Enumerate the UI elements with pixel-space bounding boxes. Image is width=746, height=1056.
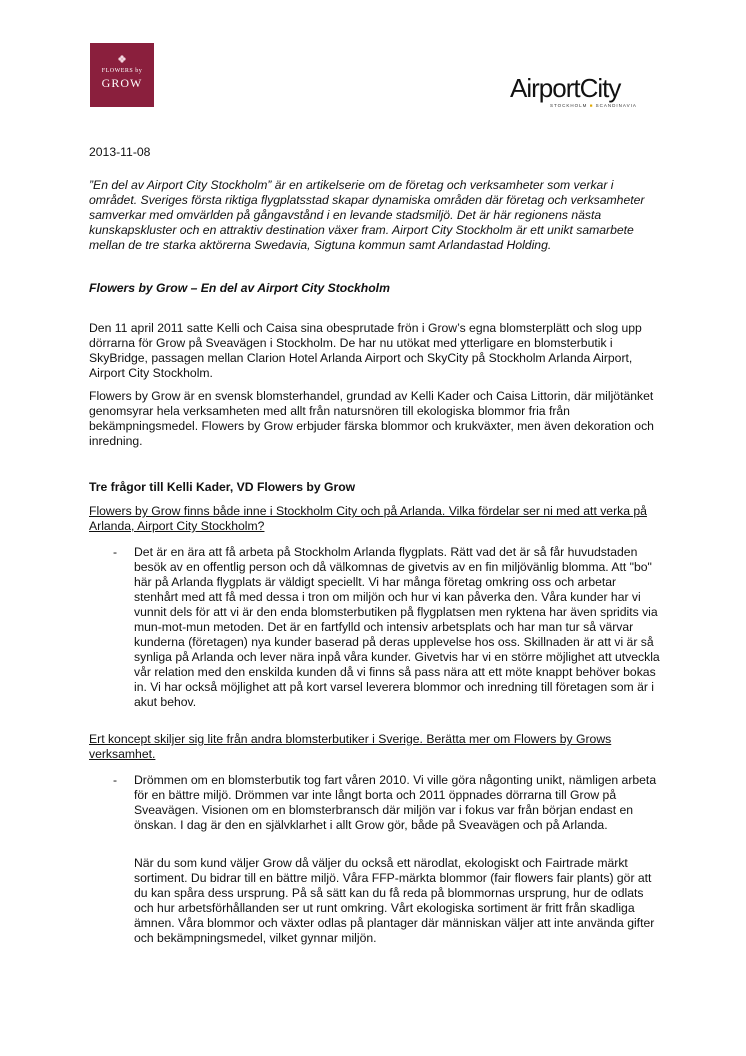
tagline-stockholm: STOCKHOLM <box>550 103 588 108</box>
answer-2-part-2: När du som kund väljer Grow då väljer du också ett närodlat, ekologiskt och Fairtrade märkt sortiment. Du bidrar till en bättre miljö. Våra FFP-märkta blommor (fair flowers fair plants) gör att du kan spåra dess ursprung. På så sätt kan du få reda på blommornas ursprung, hur de odlats och hur arbetsförhållanden ser ut runt omkring. Vårt ekologiska sortiment är fritt från skadliga ämnen. Våra blommor och växter odlas på plantager där människan väljer att inte använda gifter och bekämpningsmedel, vilket gynnar miljön. <box>134 856 655 945</box>
intro-paragraph: ”En del av Airport City Stockholm” är en artikelserie om de företag och verksamheter som verkar i området. Sveriges första riktiga flygplatsstad skapar dynamiska områden där företag och verksamheter samverkar med omvärlden på gångavstånd i en levande stadsmiljö. Det är här regionens nästa kunskapskluster och en attraktiv destination växer fram. Airport City Stockholm är ett unikt samarbete mellan de tre starka aktörerna Swedavia, Sigtuna kommun samt Arlandastad Holding. <box>89 178 645 252</box>
flower-icon <box>118 55 126 63</box>
document-date: 2013-11-08 <box>89 145 151 159</box>
question-1: Flowers by Grow finns både inne i Stockholm City och på Arlanda. Vilka fördelar ser ni med att verka på Arlanda, Airport City Stockholm? <box>89 504 647 533</box>
answer-2-part-1: Drömmen om en blomsterbutik tog fart våren 2010. Vi ville göra någonting unikt, nämligen arbeta för en bättre miljö. Drömmen var inte långt borta och 2011 öppnades dörrarna till Grow på Sveavägen. Visionen om en blomsterbransch där miljön var i fokus var från början endast en önskan. I dag är den en självklarhet i allt Grow gör, både på Sveavägen och på Arlanda. <box>134 773 657 832</box>
interview-subheading: Tre frågor till Kelli Kader, VD Flowers by Grow <box>89 480 356 494</box>
tagline-scandinavia: SCANDINAVIA <box>595 103 637 108</box>
airport-city-tagline <box>550 103 637 108</box>
logo-text-flowers-by: FLOWERS by <box>101 68 143 74</box>
answer-1: Det är en ära att få arbeta på Stockholm Arlanda flygplats. Rätt vad det är så får huvudstaden besök av en offentlig person och då välkomnas de givetvis av en fin miljövänlig blomma. Att "bo" här på Arlanda flygplats är väldigt speciellt. Vi har många företag omkring oss och arbetar stenhårt med att få med dessa i tron om miljön och hur vi kan påverka den. Våra kunder har vi vunnit dels för att vi är den enda blomsterbutiken på flygplatsen men ryktena har även spridits via mun-mot-mun metoden. Det är en fartfylld och intensiv arbetsplats och har man tur så värvar kunderna (företagen) nya kunder baserad på deras upplevelse hos oss. Skillnaden är att vi är så synliga på Arlanda och lever nära inpå våra kunder. Givetvis har vi en större möjlighet att utveckla vår relation med den enskilda kunden då vi finns så pass nära att ett möte knappt behöver bokas in. Vi har också möjlighet att på kort varsel leverera blommor och inredning till företagen som är i akut behov. <box>134 545 660 709</box>
airport-city-logo <box>510 75 650 111</box>
paragraph-about: Flowers by Grow är en svensk blomsterhandel, grundad av Kelli Kader och Caisa Littorin, där miljötänket genomsyrar hela verksamheten med allt från natursnören till ekologiska blommor fria från bekämpningsmedel. Flowers by Grow erbjuder färska blommor och krukväxter, men även dekoration och inredning. <box>89 389 654 448</box>
logo-text-grow: GROW <box>101 76 143 90</box>
flowers-by-grow-logo <box>90 43 154 107</box>
question-2: Ert koncept skiljer sig lite från andra blomsterbutiker i Sverige. Berätta mer om Flowers by Grows verksamhet. <box>89 732 612 761</box>
paragraph-opening: Den 11 april 2011 satte Kelli och Caisa sina obesprutade frön i Grow’s egna blomsterplätt och slog upp dörrarna för Grow på Sveavägen i Stockholm. De har nu utökat med ytterligare en blomsterbutik i SkyBridge, passagen mellan Clarion Hotel Arlanda Airport och SkyCity på Stockholm Arlanda Airport, Airport City Stockholm. <box>89 321 642 380</box>
bullet-marker-2: - <box>113 773 118 787</box>
tagline-dot-icon: ■ <box>589 103 594 108</box>
article-headline: Flowers by Grow – En del av Airport City Stockholm <box>89 281 390 295</box>
bullet-marker-1: - <box>113 545 118 559</box>
airport-city-wordmark: AirportCity <box>510 73 621 103</box>
